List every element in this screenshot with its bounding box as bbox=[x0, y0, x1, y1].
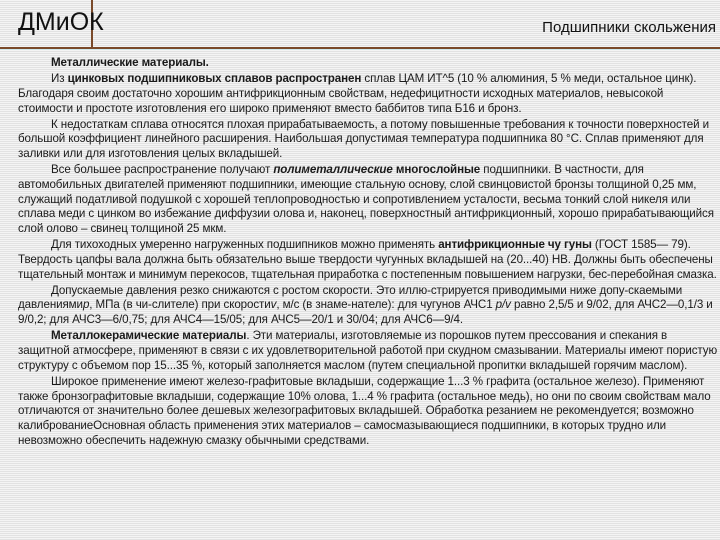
emphasized-text: цинковых подшипниковых сплавов распространен bbox=[67, 72, 362, 86]
emphasized-text: полиметаллические bbox=[273, 163, 393, 177]
text-run: , м/с (в знаме-нателе): для чугунов АЧС1 bbox=[276, 298, 496, 312]
paragraph bbox=[18, 163, 718, 237]
text-run: Из bbox=[51, 72, 68, 86]
paragraph bbox=[18, 118, 718, 162]
emphasized-text: Металлические материалы. bbox=[51, 56, 209, 69]
emphasized-text: р bbox=[82, 298, 90, 312]
text-run: , МПа (в чи-слителе) при скорости bbox=[89, 298, 271, 312]
header-divider-accent bbox=[0, 49, 720, 50]
emphasized-text: многослойные bbox=[392, 163, 481, 177]
paragraph bbox=[18, 72, 718, 116]
emphasized-text: Металлокерамические материалы bbox=[51, 329, 247, 343]
slide-body bbox=[18, 56, 718, 450]
slide-subtitle: Подшипники скольжения bbox=[542, 19, 716, 36]
paragraph bbox=[18, 284, 718, 328]
section-heading bbox=[18, 56, 718, 71]
emphasized-text: p/v bbox=[495, 298, 511, 312]
paragraph bbox=[18, 238, 718, 282]
text-run: К недостаткам сплава относятся плохая прирабатываемость, а потому повышенные требования к точности поверхностей и большой коэффициент линейного расширения. Наибольшая допустимая температура подшипника 80 °С. Сплав применяют для заливки или для изготовления целых вкладышей. bbox=[18, 117, 709, 161]
text-run: (ГОСТ 1585— 79). Твердость цапфы вала должна быть обязательно выше твердости чугунных вкладышей на (20...40) НВ. Должны быть обеспечены тщательный монтаж и минимум перекосов, тщательная приработка с постепенным повышением нагрузки, бес-перебойная смазка. bbox=[18, 238, 717, 281]
paragraph bbox=[18, 329, 718, 373]
text-run: Допускаемые давления резко снижаются с ростом скорости. Это иллю-стрируется приводимыми ниже допу-скаемыми давлениями bbox=[18, 283, 683, 312]
text-run: . Эти материалы, изготовляемые из порошков путем прессования и спекания в защитной атмосфере, применяют в связи с их удовлетворительной работой при скудном смазывании. Материалы имеют пористую структуру с объемом пор 15...35 %, который заполняется маслом (путем специальной пропитки вкладышей горячим маслом). bbox=[18, 329, 718, 372]
text-run: Широкое применение имеют железо-графитовые вкладыши, содержащие 1...3 % графита (остальное железо). Применяют также бронзографитовые вкладыши, содержащие 10% олова, 1...4 % графита (остальное медь), но они по своим свойствам мало отличаются от значительно более дешевых железографитовых вкладышей. Обработка резанием не рекомендуется; возможно калиброваниеОсновная область применения этих материалов – самосмазывающиеся подшипники, в которых трудно или невозможно обеспечить надежную смазку обычными средствами. bbox=[18, 374, 711, 447]
emphasized-text: v bbox=[270, 298, 277, 312]
text-run: Все большее распространение получают bbox=[51, 163, 274, 177]
text-run: сплав ЦАМ ИТ^5 (10 % алюминия, 5 % меди, остальное цинк). Благодаря своим достаточно хорошим антифрикционным свойствам, недефицитности исходных материалов, невысокой стоимости и простоте изготовления его широко применяют вместо баббитов типа Б16 и бронз. bbox=[18, 72, 697, 115]
paragraph bbox=[18, 375, 718, 449]
emphasized-text: антифрикционные чу гуны bbox=[438, 238, 592, 252]
slide-logo-title: ДМиОК bbox=[18, 8, 104, 36]
text-run: равно 2,5/5 и 9/02, для АЧС2—0,1/3 и 9/0,2; для АЧС3—6/0,75; для АЧС4—15/05; для АЧС5—20/1 и 30/04; для АЧС6—9/4. bbox=[18, 298, 713, 327]
text-run: подшипники. В частности, для автомобильных двигателей применяют подшипники, имеющие стальную основу, слой свинцовистой бронзы толщиной 0,25 мм, служащий податливой подушкой с хорошей теплопроводностью и сопротивлением усталости, весьма тонкий слой никеля или сплава меди с цинком во избежание диффузии олова и, наконец, поверхностный антифрикционный, хорошо прирабатывающийся слой олово – свинец толщиной 25 мкм. bbox=[18, 163, 714, 236]
text-run: Для тихоходных умеренно нагруженных подшипников можно применять bbox=[51, 238, 439, 252]
